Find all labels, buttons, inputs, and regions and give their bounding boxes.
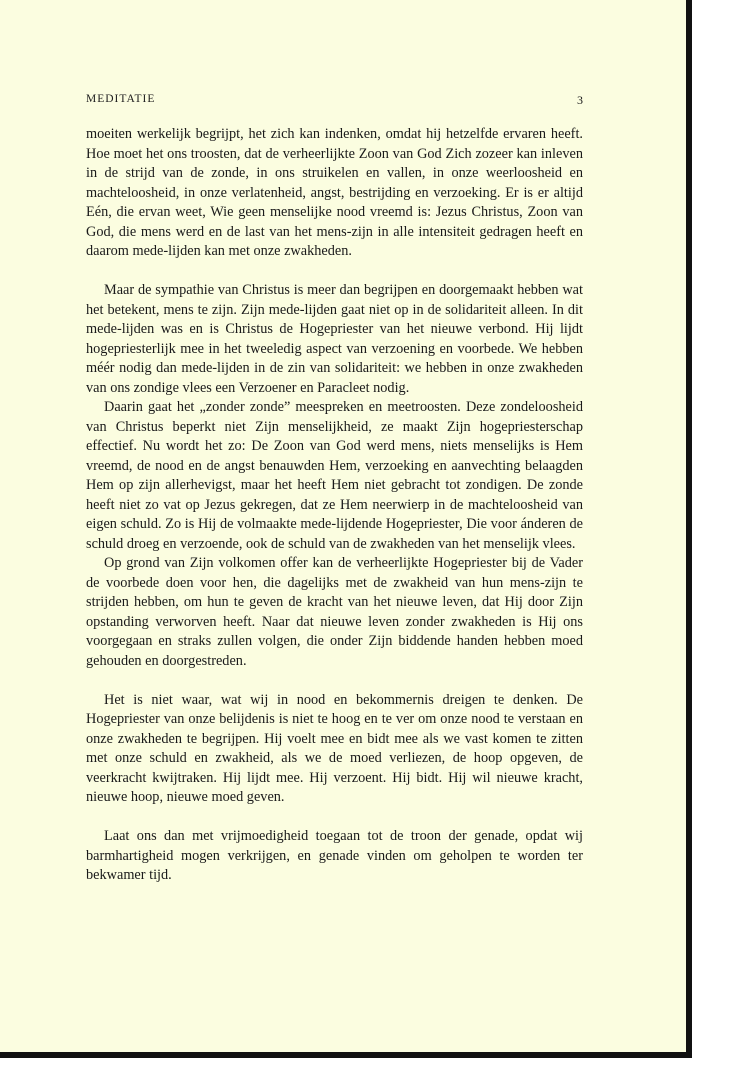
running-head: MEDITATIE [86, 93, 156, 105]
paragraph-6: Laat ons dan met vrijmoedigheid toegaan tot de troon der genade, opdat wij barmhartigheid mogen verkrijgen, en genade vinden om geholpen te worden ter bekwamer tijd. [86, 828, 583, 883]
paragraph-4: Op grond van Zijn volkomen offer kan de verheerlijkte Hogepriester bij de Vader de voorbede doen voor hen, die dagelijks met de zwakheid van hun mens-zijn te strijden hebben, om hun te geven de kracht van het nieuwe leven, dat Hij door Zijn opstanding verworven heeft. Naar dat nieuwe leven zonder zwakheden is Hij ons voorgegaan en straks zullen volgen, die onder Zijn biddende handen hebben moed gehouden en doorgestreden. [86, 555, 583, 669]
paragraph-3: Daarin gaat het „zonder zonde” meespreken en meetroosten. Deze zondeloosheid van Christus beperkt niet Zijn menselijkheid, ze maakt Zijn hogepriesterschap effectief. Nu wordt het zo: De Zoon van God werd mens, niets menselijks is Hem vreemd, de nood en de angst benauwden Hem, verzoeking en aanvechting belaagden Hem op zijn allerhevigst, maar het heeft Hem niet gebracht tot zondigen. De zonde heeft niet zo vat op Jezus gekregen, dat ze Hem neerwierp in de machteloosheid van eigen schuld. Zo is Hij de volmaakte mede-lijdende Hogepriester, Die voor ánderen de schuld droeg en verzoende, ook de schuld van de zwakheden van het menselijk vlees. [86, 399, 583, 552]
page-edge-shadow-bottom [0, 1052, 692, 1058]
page-number: 3 [577, 93, 583, 107]
page-edge-shadow-right [686, 0, 692, 1058]
meditation-body [86, 125, 583, 886]
paragraph-5: Het is niet waar, wat wij in nood en bekommernis dreigen te denken. De Hogepriester van onze belijdenis is niet te hoog en te ver om onze nood te verstaan en onze zwakheden te begrijpen. Hij voelt mee en bidt mee als we vast komen te zitten met onze schuld en zwakheid, als we de moed verliezen, de hoop opgeven, de veerkracht kwijtraken. Hij lijdt mee. Hij verzoent. Hij bidt. Hij wil nieuwe kracht, nieuwe hoop, nieuwe moed geven. [86, 691, 583, 805]
paragraph-1: moeiten werkelijk begrijpt, het zich kan indenken, omdat hij hetzelfde ervaren heeft. Hoe moet het ons troosten, dat de verheerlijkte Zoon van God Zich zozeer kan inleven in de strijd van de zonde, in ons struikelen en vallen, in onze weerloosheid en machteloosheid, in onze verlatenheid, angst, bestrijding en verzoeking. Er is er altijd Eén, die ervan weet, Wie geen menselijke nood vreemd is: Jezus Christus, Zoon van God, die mens werd en de last van het mens-zijn in alle intensiteit gedragen heeft en daarom mede-lijden kan met onze zwakheden. [86, 126, 583, 259]
paragraph-2: Maar de sympathie van Christus is meer dan begrijpen en doorgemaakt hebben wat het betekent, mens te zijn. Zijn mede-lijden gaat niet op in de solidariteit alleen. In dit mede-lijden was en is Christus de Hogepriester van het nieuwe verbond. Hij lijdt hogepriesterlijk mee in het tweeledig aspect van verzoening en voorbede. We hebben méér nodig dan mede-lijden in de zin van solidariteit: we hebben in onze zwakheden van ons zondige vlees een Verzoener en Paracleet nodig. [86, 282, 583, 396]
page-header [86, 93, 583, 113]
